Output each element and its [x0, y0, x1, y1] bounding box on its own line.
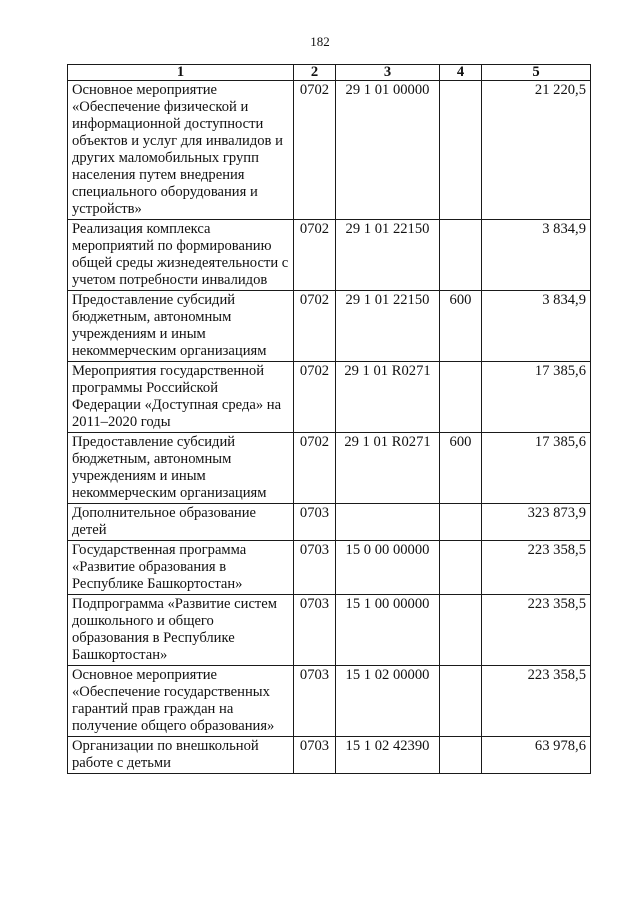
row-sum: 223 358,5	[482, 595, 591, 666]
table-row	[68, 541, 591, 595]
row-section: 0703	[294, 541, 336, 595]
row-section: 0703	[294, 595, 336, 666]
row-code: 29 1 01 22150	[336, 291, 440, 362]
row-section: 0702	[294, 220, 336, 291]
table-row	[68, 291, 591, 362]
row-section: 0703	[294, 504, 336, 541]
row-vr	[440, 595, 482, 666]
row-name: Организации по внешкольной работе с детьми	[68, 737, 294, 774]
page-number: 182	[310, 34, 330, 49]
budget-table	[67, 64, 591, 774]
row-code: 15 1 00 00000	[336, 595, 440, 666]
table-row	[68, 362, 591, 433]
header-sum: 5	[482, 65, 591, 81]
row-vr	[440, 504, 482, 541]
row-name: Реализация комплекса мероприятий по формированию общей среды жизнедеятельности с учетом потребности инвалидов	[68, 220, 294, 291]
header-vr: 4	[440, 65, 482, 81]
row-sum: 63 978,6	[482, 737, 591, 774]
row-sum: 17 385,6	[482, 433, 591, 504]
row-name: Основное мероприятие «Обеспечение физической и информационной доступности объектов и услуг для инвалидов и других маломобильных групп населения путем внедрения специального оборудования и устройств»	[68, 81, 294, 220]
row-code: 15 1 02 42390	[336, 737, 440, 774]
table-row	[68, 737, 591, 774]
row-name: Подпрограмма «Развитие систем дошкольного и общего образования в Республике Башкортостан»	[68, 595, 294, 666]
row-vr	[440, 362, 482, 433]
row-code	[336, 504, 440, 541]
row-sum: 223 358,5	[482, 666, 591, 737]
row-code: 15 0 00 00000	[336, 541, 440, 595]
row-code: 15 1 02 00000	[336, 666, 440, 737]
row-vr	[440, 220, 482, 291]
row-vr	[440, 541, 482, 595]
table-row	[68, 433, 591, 504]
table-row	[68, 595, 591, 666]
row-vr	[440, 737, 482, 774]
row-vr: 600	[440, 291, 482, 362]
row-name: Дополнительное образование детей	[68, 504, 294, 541]
row-sum: 323 873,9	[482, 504, 591, 541]
header-row	[68, 65, 591, 81]
row-name: Предоставление субсидий бюджетным, автономным учреждениям и иным некоммерческим организациям	[68, 433, 294, 504]
row-section: 0702	[294, 81, 336, 220]
row-vr: 600	[440, 433, 482, 504]
row-sum: 17 385,6	[482, 362, 591, 433]
row-section: 0703	[294, 666, 336, 737]
table-row	[68, 666, 591, 737]
row-code: 29 1 01 22150	[336, 220, 440, 291]
header-section: 2	[294, 65, 336, 81]
row-code: 29 1 01 00000	[336, 81, 440, 220]
row-section: 0702	[294, 433, 336, 504]
row-name: Государственная программа «Развитие образования в Республике Башкортостан»	[68, 541, 294, 595]
table-row	[68, 220, 591, 291]
row-name: Мероприятия государственной программы Российской Федерации «Доступная среда» на 2011–2020 годы	[68, 362, 294, 433]
header-name: 1	[68, 65, 294, 81]
row-name: Основное мероприятие «Обеспечение государственных гарантий прав граждан на получение общего образования»	[68, 666, 294, 737]
row-sum: 3 834,9	[482, 291, 591, 362]
row-vr	[440, 81, 482, 220]
row-section: 0702	[294, 291, 336, 362]
row-code: 29 1 01 R0271	[336, 433, 440, 504]
row-code: 29 1 01 R0271	[336, 362, 440, 433]
header-code: 3	[336, 65, 440, 81]
row-sum: 223 358,5	[482, 541, 591, 595]
row-sum: 3 834,9	[482, 220, 591, 291]
row-vr	[440, 666, 482, 737]
row-name: Предоставление субсидий бюджетным, автономным учреждениям и иным некоммерческим организациям	[68, 291, 294, 362]
row-section: 0703	[294, 737, 336, 774]
row-sum: 21 220,5	[482, 81, 591, 220]
table-row	[68, 504, 591, 541]
table-row	[68, 81, 591, 220]
row-section: 0702	[294, 362, 336, 433]
